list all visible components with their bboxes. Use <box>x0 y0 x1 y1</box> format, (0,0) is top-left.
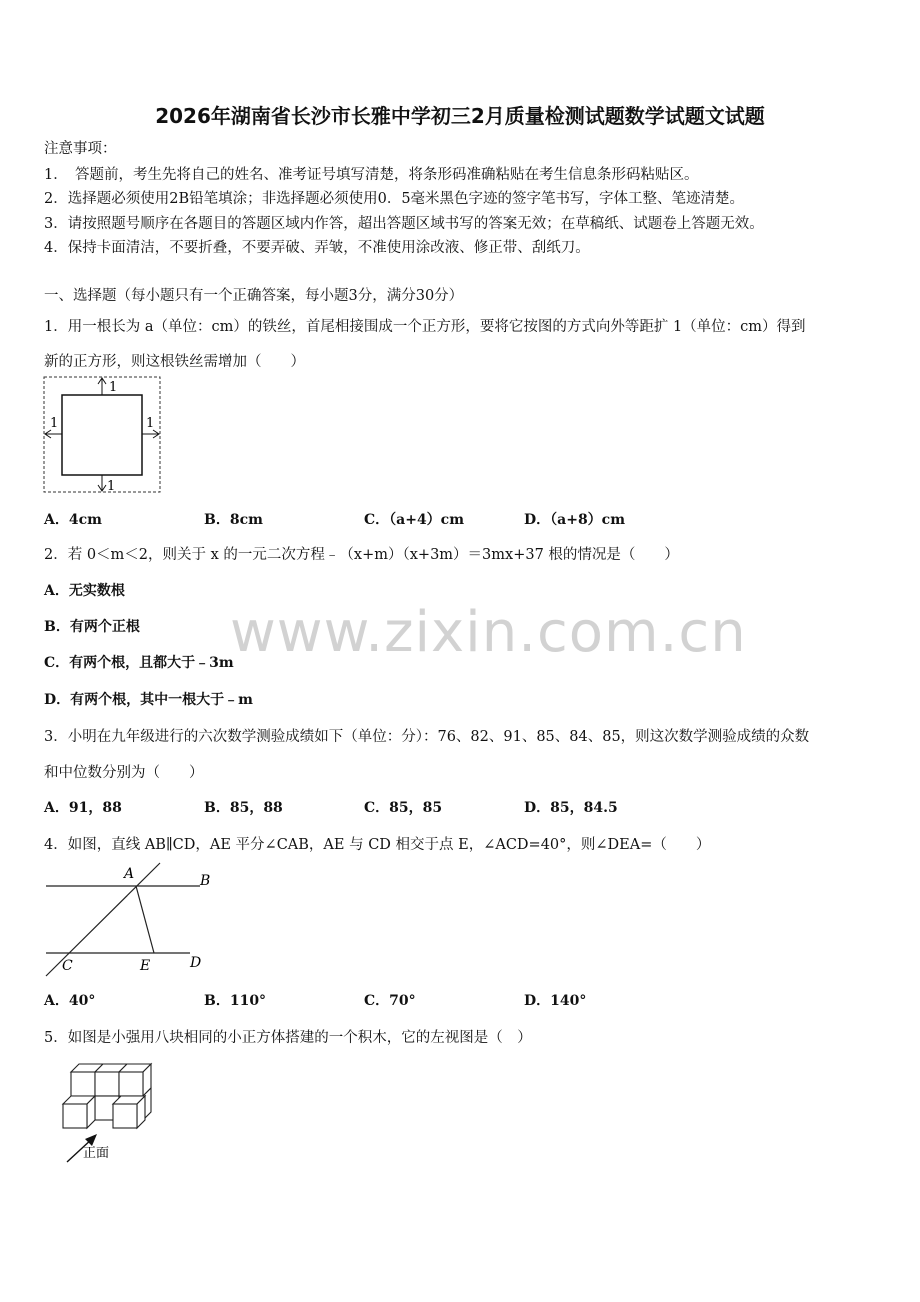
q1-option-c[interactable]: C．（a+4）cm <box>364 512 465 528</box>
q4-option-c[interactable]: C．70° <box>364 993 416 1009</box>
q4-option-d[interactable]: D．140° <box>524 993 587 1009</box>
q4-stem: 4．如图，直线 AB∥CD，AE 平分∠CAB，AE 与 CD 相交于点 E，∠ACD=40°，则∠DEA=（ ） <box>44 837 711 853</box>
q1-option-b[interactable]: B．8cm <box>204 512 263 528</box>
q3-option-d[interactable]: D．85，84.5 <box>524 800 618 816</box>
q3-stem: 3．小明在九年级进行的六次数学测验成绩如下（单位：分）：76、82、91、85、84、85，则这次数学测验成绩的众数 <box>44 729 810 745</box>
q2-option-c[interactable]: C．有两个根，且都大于﹣3m <box>44 655 234 671</box>
q2-option-d[interactable]: D．有两个根，其中一根大于﹣m <box>44 692 253 708</box>
section-heading: 一、选择题（每小题只有一个正确答案，每小题3分，满分30分） <box>44 288 464 304</box>
cube-stack <box>63 1064 151 1128</box>
notice-item: 2．选择题必须使用2B铅笔填涂；非选择题必须使用0．5毫米黑色字迹的签字笔书写，字体工整、笔迹清楚。 <box>44 191 745 207</box>
q3-option-b[interactable]: B．85，88 <box>204 800 283 816</box>
bisector-ae <box>136 886 154 953</box>
label-top: 1 <box>109 380 118 395</box>
label-right: 1 <box>146 416 155 431</box>
q3-stem-cont: 和中位数分别为（ ） <box>44 765 204 781</box>
q4-figure <box>40 860 215 980</box>
point-a-label: A <box>124 866 135 882</box>
notice-item: 4．保持卡面清洁，不要折叠，不要弄破、弄皱，不准使用涂改液、修正带、刮纸刀。 <box>44 240 590 256</box>
q1-stem: 1．用一根长为 a（单位：cm）的铁丝，首尾相接围成一个正方形，要将它按图的方式向外等距扩 1（单位：cm）得到 <box>44 319 806 335</box>
label-left: 1 <box>50 416 59 431</box>
notice-heading: 注意事项： <box>44 141 117 157</box>
notice-item: 3．请按照题号顺序在各题目的答题区域内作答，超出答题区域书写的答案无效；在草稿纸、试题卷上答题无效。 <box>44 216 764 232</box>
point-c-label: C <box>62 958 73 974</box>
q1-option-d[interactable]: D．（a+8）cm <box>524 512 626 528</box>
q1-figure <box>40 374 166 496</box>
q3-option-a[interactable]: A．91，88 <box>44 800 122 816</box>
q2-option-a[interactable]: A．无实数根 <box>44 583 125 599</box>
q2-stem: 2．若 0＜m＜2，则关于 x 的一元二次方程﹣（x+m）（x+3m）＝3mx+37 根的情况是（ ） <box>44 547 679 563</box>
q4-option-a[interactable]: A．40° <box>44 993 96 1009</box>
label-bottom: 1 <box>107 479 116 494</box>
q1-stem-cont: 新的正方形，则这根铁丝需增加（ ） <box>44 354 305 370</box>
inner-square <box>62 395 142 475</box>
q5-figure <box>55 1060 175 1170</box>
watermark: www.zixin.com.cn <box>230 600 747 665</box>
q5-stem: 5．如图是小强用八块相同的小正方体搭建的一个积木，它的左视图是（ ） <box>44 1030 532 1046</box>
q2-option-b[interactable]: B．有两个正根 <box>44 619 140 635</box>
point-b-label: B <box>200 873 211 889</box>
notice-item: 1． 答题前，考生先将自己的姓名、准考证号填写清楚，将条形码准确粘贴在考生信息条形码粘贴区。 <box>44 167 699 183</box>
q3-option-c[interactable]: C．85，85 <box>364 800 443 816</box>
front-view-label: 正面 <box>83 1146 110 1161</box>
q1-option-a[interactable]: A．4cm <box>44 512 102 528</box>
page-title: 2026年湖南省长沙市长雅中学初三2月质量检测试题数学试题文试题 <box>155 104 765 128</box>
q4-option-b[interactable]: B．110° <box>204 993 267 1009</box>
point-e-label: E <box>140 958 151 974</box>
point-d-label: D <box>190 955 202 971</box>
